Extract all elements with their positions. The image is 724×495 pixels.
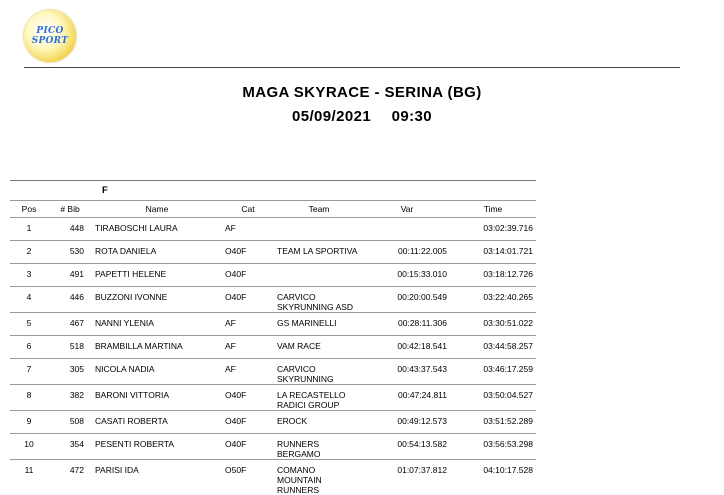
cell-pos: 4 <box>10 287 48 313</box>
cell-name: BARONI VITTORIA <box>92 385 222 411</box>
cell-cat: AF <box>222 218 274 241</box>
cell-name: BUZZONI IVONNE <box>92 287 222 313</box>
cell-cat: O40F <box>222 434 274 460</box>
table-header-row <box>10 201 536 218</box>
cell-var: 00:43:37.543 <box>364 359 450 385</box>
cell-time: 03:51:52.289 <box>450 411 536 434</box>
cell-team: LA RECASTELLO RADICI GROUP <box>274 385 364 411</box>
cell-bib: 354 <box>48 434 92 460</box>
col-header-team: Team <box>274 201 364 218</box>
cell-time: 03:14:01.721 <box>450 241 536 264</box>
cell-bib: 508 <box>48 411 92 434</box>
table-row <box>10 287 536 313</box>
cell-team: VAM RACE <box>274 336 364 359</box>
gender-label: F <box>92 181 222 201</box>
cell-var: 00:42:18.541 <box>364 336 450 359</box>
cell-bib: 530 <box>48 241 92 264</box>
cell-time: 03:02:39.716 <box>450 218 536 241</box>
cell-var: 00:20:00.549 <box>364 287 450 313</box>
cell-time: 03:30:51.022 <box>450 313 536 336</box>
cell-team: GS MARINELLI <box>274 313 364 336</box>
table-row <box>10 313 536 336</box>
race-time: 09:30 <box>392 108 432 125</box>
race-date: 05/09/2021 <box>292 108 371 125</box>
cell-team: COMANO MOUNTAIN RUNNERS <box>274 460 364 495</box>
cell-time: 03:18:12.726 <box>450 264 536 287</box>
gender-group-row <box>10 181 536 201</box>
cell-var: 00:49:12.573 <box>364 411 450 434</box>
cell-cat: O40F <box>222 411 274 434</box>
cell-time: 03:46:17.259 <box>450 359 536 385</box>
table-row <box>10 411 536 434</box>
cell-cat: O40F <box>222 287 274 313</box>
cell-cat: AF <box>222 359 274 385</box>
cell-cat: O40F <box>222 241 274 264</box>
cell-bib: 448 <box>48 218 92 241</box>
cell-var: 01:07:37.812 <box>364 460 450 495</box>
cell-team: RUNNERS BERGAMO <box>274 434 364 460</box>
cell-cat: O40F <box>222 264 274 287</box>
cell-time: 03:22:40.265 <box>450 287 536 313</box>
cell-var: 00:54:13.582 <box>364 434 450 460</box>
table-row <box>10 434 536 460</box>
cell-time: 04:10:17.528 <box>450 460 536 495</box>
cell-pos: 9 <box>10 411 48 434</box>
cell-cat: O40F <box>222 385 274 411</box>
cell-team: CARVICO SKYRUNNING ASD <box>274 287 364 313</box>
cell-cat: O50F <box>222 460 274 495</box>
cell-bib: 446 <box>48 287 92 313</box>
cell-name: CASATI ROBERTA <box>92 411 222 434</box>
cell-name: PESENTI ROBERTA <box>92 434 222 460</box>
cell-bib: 467 <box>48 313 92 336</box>
cell-var: 00:15:33.010 <box>364 264 450 287</box>
cell-pos: 1 <box>10 218 48 241</box>
table-row <box>10 385 536 411</box>
col-header-time: Time <box>450 201 536 218</box>
cell-var: 00:11:22.005 <box>364 241 450 264</box>
cell-team <box>274 264 364 287</box>
cell-team: EROCK <box>274 411 364 434</box>
cell-pos: 5 <box>10 313 48 336</box>
cell-team: CARVICO SKYRUNNING <box>274 359 364 385</box>
cell-time: 03:44:58.257 <box>450 336 536 359</box>
cell-pos: 2 <box>10 241 48 264</box>
cell-bib: 382 <box>48 385 92 411</box>
cell-bib: 472 <box>48 460 92 495</box>
cell-bib: 491 <box>48 264 92 287</box>
cell-bib: 305 <box>48 359 92 385</box>
cell-name: NICOLA NADIA <box>92 359 222 385</box>
cell-time: 03:56:53.298 <box>450 434 536 460</box>
cell-name: PARISI IDA <box>92 460 222 495</box>
table-row <box>10 460 536 495</box>
cell-name: ROTA DANIELA <box>92 241 222 264</box>
logo-line-2: SPORT <box>32 36 69 46</box>
cell-cat: AF <box>222 336 274 359</box>
cell-cat: AF <box>222 313 274 336</box>
cell-pos: 6 <box>10 336 48 359</box>
cell-name: BRAMBILLA MARTINA <box>92 336 222 359</box>
cell-name: TIRABOSCHI LAURA <box>92 218 222 241</box>
cell-var: 00:47:24.811 <box>364 385 450 411</box>
results-table <box>10 180 536 495</box>
table-row <box>10 241 536 264</box>
cell-team <box>274 218 364 241</box>
col-header-name: Name <box>92 201 222 218</box>
col-header-var: Var <box>364 201 450 218</box>
cell-pos: 11 <box>10 460 48 495</box>
cell-var: 00:28:11.306 <box>364 313 450 336</box>
cell-var <box>364 218 450 241</box>
cell-time: 03:50:04.527 <box>450 385 536 411</box>
cell-bib: 518 <box>48 336 92 359</box>
cell-pos: 10 <box>10 434 48 460</box>
cell-pos: 3 <box>10 264 48 287</box>
col-header-pos: Pos <box>10 201 48 218</box>
header-divider <box>24 67 680 68</box>
cell-pos: 8 <box>10 385 48 411</box>
table-row <box>10 359 536 385</box>
cell-pos: 7 <box>10 359 48 385</box>
race-title: MAGA SKYRACE - SERINA (BG) <box>0 84 724 101</box>
cell-team: TEAM LA SPORTIVA <box>274 241 364 264</box>
race-datetime <box>0 108 724 125</box>
cell-name: PAPETTI HELENE <box>92 264 222 287</box>
cell-name: NANNI YLENIA <box>92 313 222 336</box>
table-row <box>10 336 536 359</box>
table-row <box>10 218 536 241</box>
table-row <box>10 264 536 287</box>
logo-line-1: PICO <box>36 26 63 36</box>
pico-sport-logo <box>24 10 76 62</box>
col-header-cat: Cat <box>222 201 274 218</box>
col-header-bib: # Bib <box>48 201 92 218</box>
